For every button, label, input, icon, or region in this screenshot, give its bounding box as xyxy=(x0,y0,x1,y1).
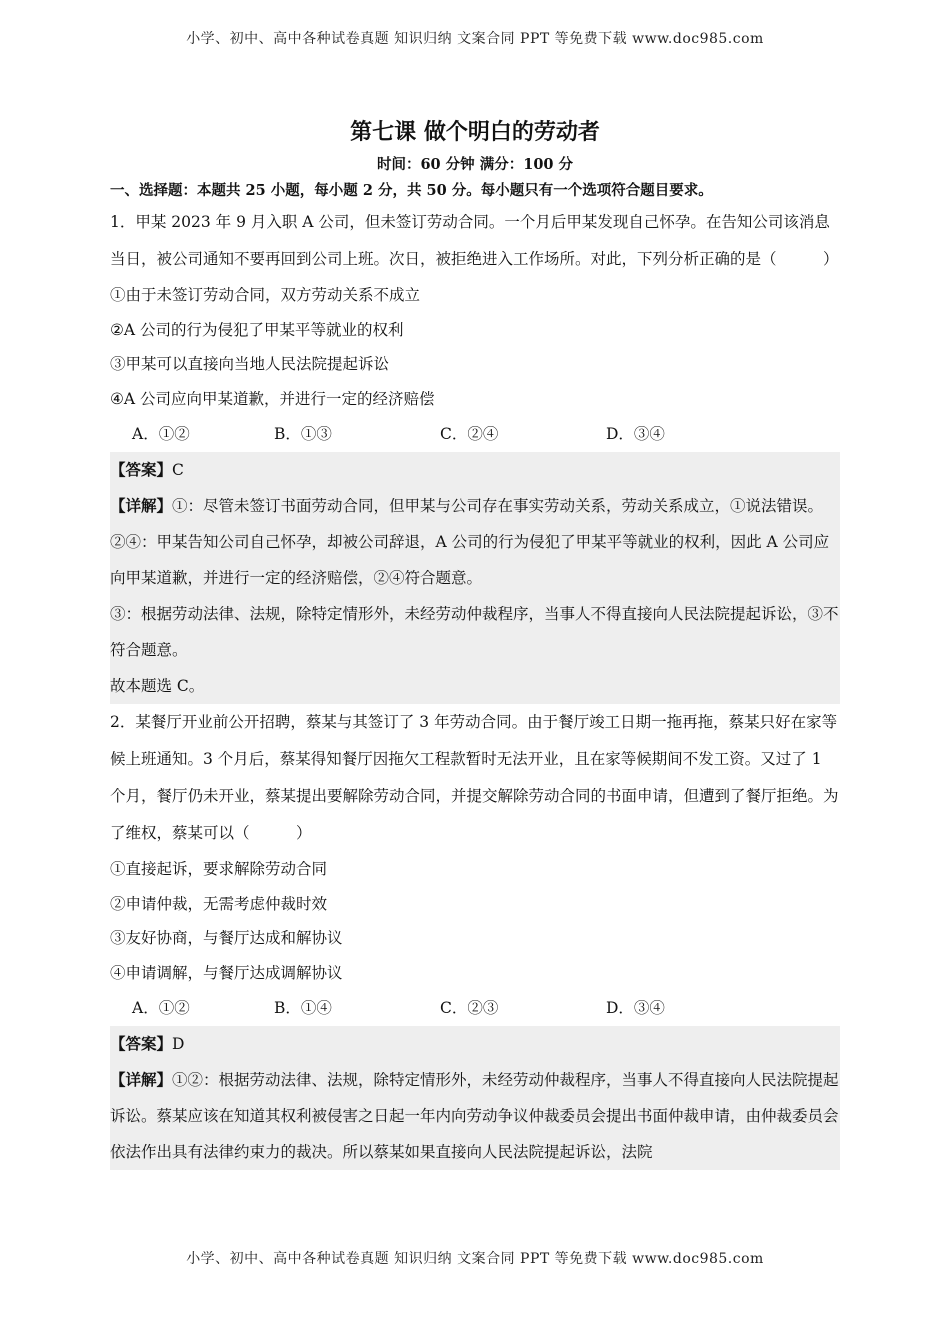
detail-paragraph xyxy=(110,488,840,524)
section-heading: 一、选择题：本题共 25 小题，每小题 2 分，共 50 分。每小题只有一个选项符合题目要求。 xyxy=(110,182,713,199)
detail-label: 【详解】 xyxy=(110,496,173,515)
answer-line xyxy=(110,452,840,488)
exam-meta: 时间：60 分钟 满分：100 分 xyxy=(376,156,574,173)
answer-label: 【答案】 xyxy=(110,460,173,479)
answer-line xyxy=(110,1026,840,1062)
statement-option: ①直接起诉，要求解除劳动合同 xyxy=(110,860,328,878)
detail-paragraph: ③：根据劳动法律、法规，除特定情形外，未经劳动仲裁程序，当事人不得直接向人民法院提起诉讼，③不符合题意。 xyxy=(110,605,839,659)
question-stem: 2．某餐厅开业前公开招聘，蔡某与其签订了 3 年劳动合同。由于餐厅竣工日期一拖再拖，蔡某只好在家等候上班通知。3 个月后，蔡某得知餐厅因拖欠工程款暂时无法开业，且在家等候期间不发工资。又过了 1 个月，餐厅仍未开业，蔡某提出要解除劳动合同，并提交解除劳动合同的书面申请，但遭到了餐厅拒绝。为了维权，蔡某可以（ ） xyxy=(110,713,839,842)
detail-paragraph: ②④：甲某告知公司自己怀孕，却被公司辞退，A 公司的行为侵犯了甲某平等就业的权利，因此 A 公司应向甲某道歉，并进行一定的经济赔偿，②④符合题意。 xyxy=(110,533,830,587)
choice-d: D．③④ xyxy=(606,425,665,443)
statement-option: ②申请仲裁，无需考虑仲裁时效 xyxy=(110,894,328,913)
detail-paragraph xyxy=(110,1062,840,1170)
statement-option: ①由于未签订劳动合同，双方劳动关系不成立 xyxy=(110,286,421,304)
page-title: 第七课 做个明白的劳动者 xyxy=(350,119,600,145)
detail-paragraph: 故本题选 C。 xyxy=(110,677,205,695)
choice-b: B．①④ xyxy=(274,999,332,1017)
answer-choices xyxy=(110,990,840,1026)
statement-option: ②A 公司的行为侵犯了甲某平等就业的权利 xyxy=(110,320,404,339)
question-2 xyxy=(110,704,840,1170)
choice-a: A．①② xyxy=(132,425,190,443)
page-header: 小学、初中、高中各种试卷真题 知识归纳 文案合同 PPT 等免费下载 www.doc985.com xyxy=(186,31,764,47)
choice-c: C．②③ xyxy=(440,999,499,1017)
answer-value: D xyxy=(172,1035,185,1053)
document-body xyxy=(110,112,840,1170)
detail-text: ①：尽管未签订书面劳动合同，但甲某与公司存在事实劳动关系，劳动关系成立，①说法错误。 xyxy=(172,497,824,515)
choice-c: C．②④ xyxy=(440,425,499,443)
question-stem: 1．甲某 2023 年 9 月入职 A 公司，但未签订劳动合同。一个月后甲某发现自己怀孕。在告知公司该消息当日，被公司通知不要再回到公司上班。次日，被拒绝进入工作场所。对此，下列分析正确的是（ ） xyxy=(110,213,839,268)
answer-block xyxy=(110,452,840,704)
detail-label: 【详解】 xyxy=(110,1070,173,1089)
choice-a: A．①② xyxy=(132,999,190,1017)
statement-option: ③甲某可以直接向当地人民法院提起诉讼 xyxy=(110,355,390,373)
answer-value: C xyxy=(172,461,184,479)
choice-d: D．③④ xyxy=(606,999,665,1017)
answer-label: 【答案】 xyxy=(110,1034,173,1053)
page-footer: 小学、初中、高中各种试卷真题 知识归纳 文案合同 PPT 等免费下载 www.doc985.com xyxy=(186,1251,764,1267)
choice-b: B．①③ xyxy=(274,425,332,443)
answer-block xyxy=(110,1026,840,1170)
statement-option: ④A 公司应向甲某道歉，并进行一定的经济赔偿 xyxy=(110,389,435,408)
answer-choices xyxy=(110,416,840,452)
statement-option: ③友好协商，与餐厅达成和解协议 xyxy=(110,929,343,947)
statement-option: ④申请调解，与餐厅达成调解协议 xyxy=(110,963,343,982)
question-1 xyxy=(110,204,840,704)
detail-text: ①②：根据劳动法律、法规，除特定情形外，未经劳动仲裁程序，当事人不得直接向人民法院提起诉讼。蔡某应该在知道其权利被侵害之日起一年内向劳动争议仲裁委员会提出书面仲裁申请，由仲裁委员会依法作出具有法律约束力的裁决。所以蔡某如果直接向人民法院提起诉讼，法院 xyxy=(110,1071,839,1161)
